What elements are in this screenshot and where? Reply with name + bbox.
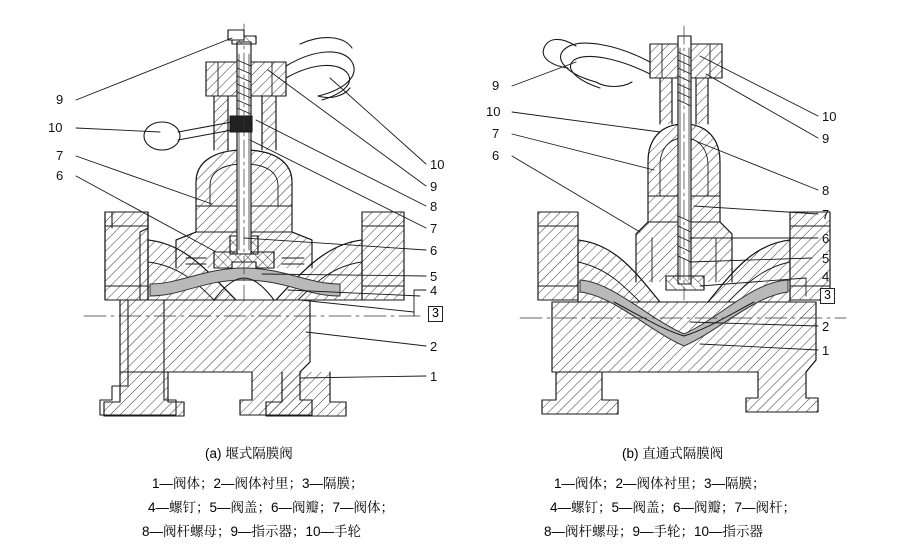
callout-b-right-1: 1 — [822, 343, 830, 358]
callout-a-right-6: 6 — [430, 243, 438, 258]
callout-b-right-6: 6 — [822, 231, 830, 246]
callout-b-left-6: 6 — [492, 148, 500, 163]
callout-a-right-3: 3 — [428, 306, 443, 322]
figure-a-title: (a) 堰式隔膜阀 — [205, 446, 293, 461]
callout-b-left-10: 10 — [486, 104, 501, 119]
legend-a-line-3: 8—阀杆螺母；9—指示器；10—手轮 — [142, 524, 362, 539]
legend-a-line-1: 1—阀体；2—阀体衬里；3—隔膜； — [152, 476, 364, 491]
callout-b-left-7: 7 — [492, 126, 500, 141]
figure-b-straightway-valve — [520, 26, 846, 414]
figure-b-title: (b) 直通式隔膜阀 — [622, 446, 724, 461]
callout-b-right-7: 7 — [822, 207, 830, 222]
callout-a-right-10: 10 — [430, 157, 445, 172]
callout-a-left-6: 6 — [56, 168, 64, 183]
legend-b-line-1: 1—阀体；2—阀体衬里；3—隔膜； — [554, 476, 766, 491]
callout-b-right-5: 5 — [822, 251, 830, 266]
callout-b-right-2: 2 — [822, 319, 830, 334]
legend-b-line-2: 4—螺钉；5—阀盖；6—阀瓣；7—阀杆； — [550, 500, 797, 515]
legend-b-line-3: 8—阀杆螺母；9—手轮；10—指示器 — [544, 524, 764, 539]
callout-a-right-1: 1 — [430, 369, 438, 384]
legend-a-line-2: 4—螺钉；5—阀盖；6—阀瓣；7—阀体； — [148, 500, 395, 515]
callout-b-left-9: 9 — [492, 78, 500, 93]
callout-b-right-3: 3 — [820, 288, 835, 304]
callout-b-right-8: 8 — [822, 183, 830, 198]
callout-a-left-9: 9 — [56, 92, 64, 107]
callout-a-left-7: 7 — [56, 148, 64, 163]
callout-a-right-7: 7 — [430, 221, 438, 236]
callout-a-left-10: 10 — [48, 120, 63, 135]
callout-b-right-10: 10 — [822, 109, 837, 124]
callout-a-right-2: 2 — [430, 339, 438, 354]
callout-b-right-4: 4 — [822, 269, 830, 284]
callout-a-right-9: 9 — [430, 179, 438, 194]
callout-a-right-4: 4 — [430, 283, 438, 298]
figure-a-weir-valve — [84, 24, 420, 416]
callout-a-right-5: 5 — [430, 269, 438, 284]
callout-a-right-8: 8 — [430, 199, 438, 214]
callout-b-right-9: 9 — [822, 131, 830, 146]
handwheel-b — [543, 39, 650, 88]
